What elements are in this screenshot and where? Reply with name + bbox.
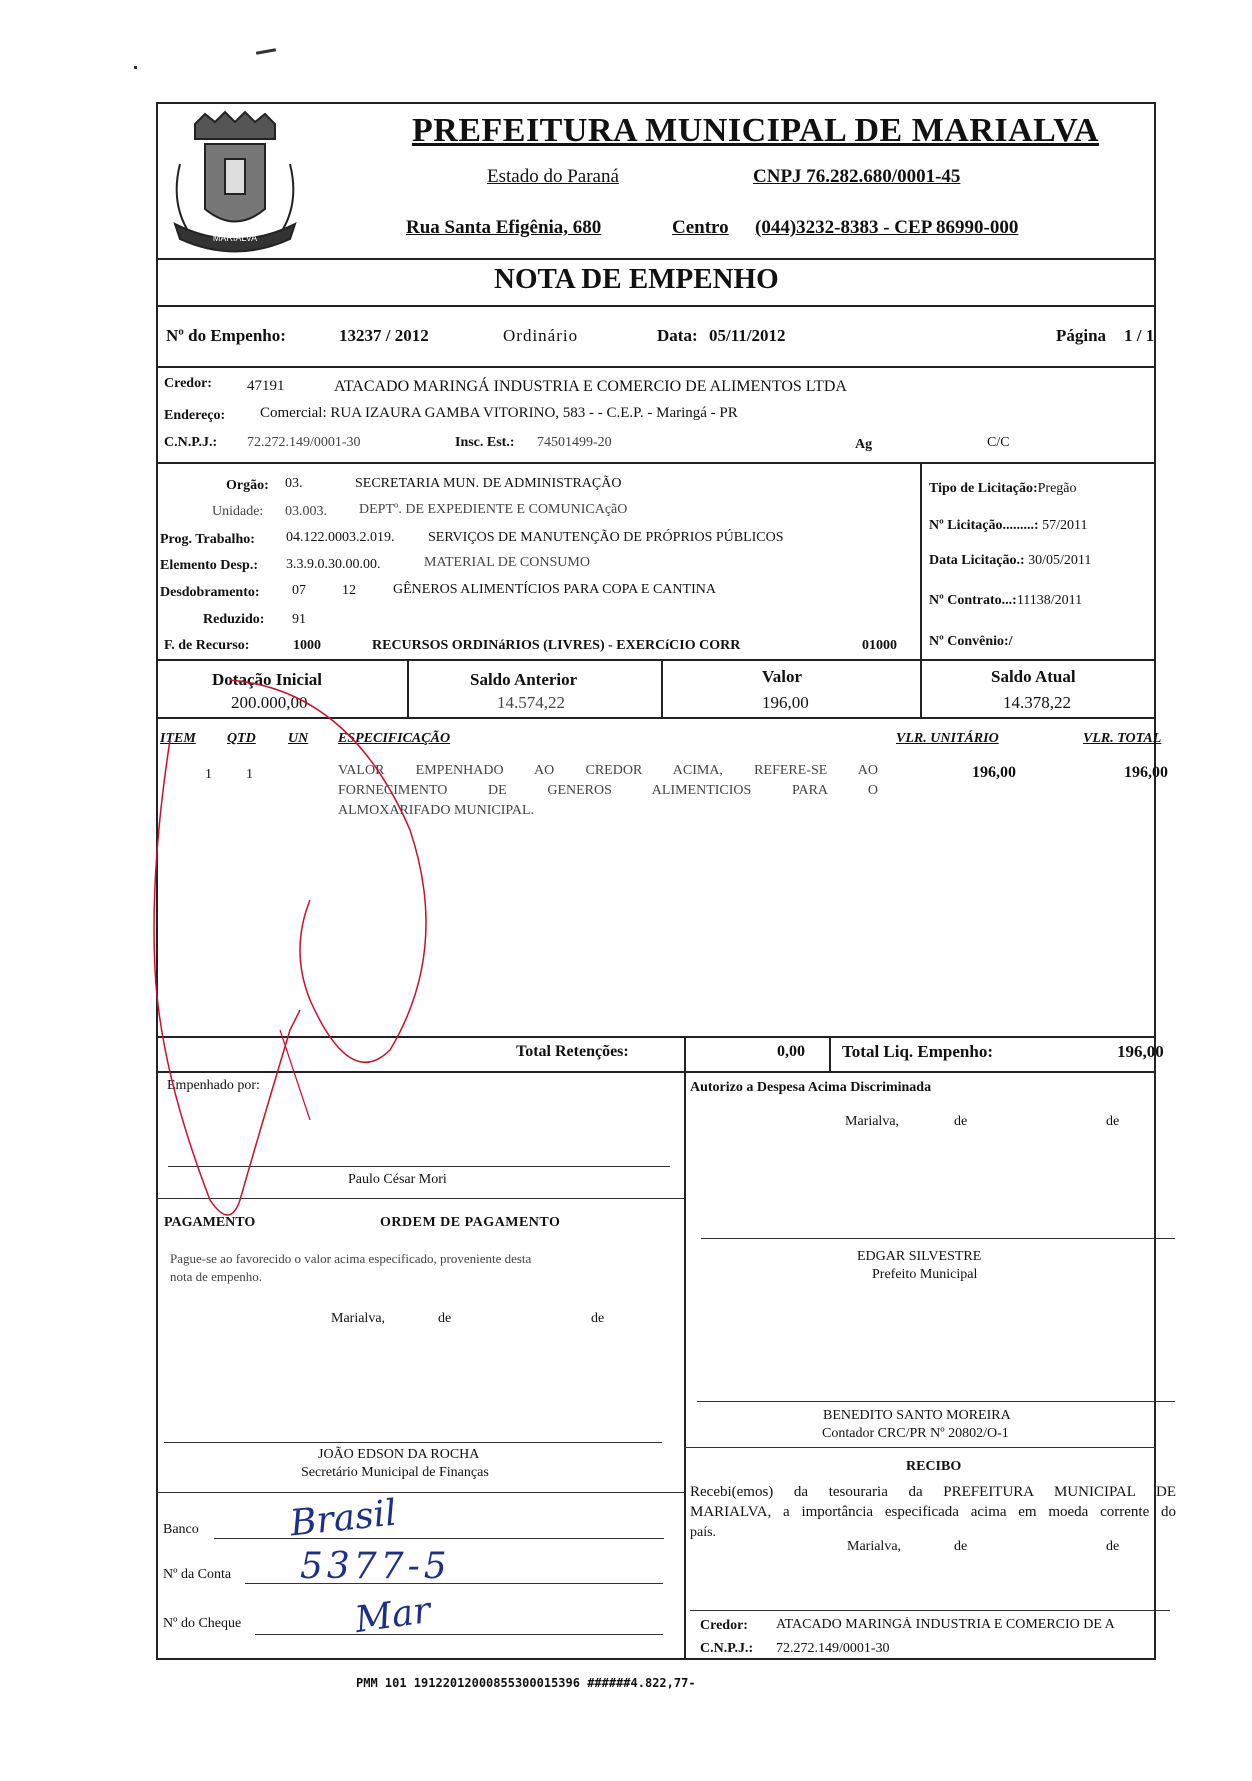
saldo-atual-value: 14.378,22	[1003, 693, 1071, 712]
col-un: UN	[288, 731, 309, 746]
col-unit: VLR. UNITÁRIO	[896, 731, 999, 746]
fonte-code2: 01000	[862, 638, 897, 653]
pagamento-label: PAGAMENTO	[164, 1215, 256, 1230]
ag-label: Ag	[855, 437, 873, 452]
item-spec-line3: ALMOXARIFADO MUNICIPAL.	[338, 803, 535, 818]
item-spec-line1: VALOR EMPENHADO AO CREDOR ACIMA, REFERE-SE AO	[338, 763, 878, 778]
reduzido-label: Reduzido:	[203, 612, 265, 627]
pague-line1: Pague-se ao favorecido o valor acima especificado, proveniente desta	[170, 1251, 532, 1266]
ie-label: Insc. Est.:	[455, 435, 515, 450]
fonte-label: F. de Recurso:	[164, 638, 250, 653]
recibo-cnpj-value: 72.272.149/0001-30	[776, 1641, 890, 1656]
handwritten-conta: 5377-5	[300, 1546, 451, 1587]
empenho-number-label: Nº do Empenho:	[166, 326, 286, 345]
pague-city: Marialva,	[331, 1311, 386, 1326]
recibo-line3: país.	[690, 1525, 717, 1540]
liq-value: 196,00	[1117, 1042, 1164, 1061]
autorizo-city: Marialva,	[845, 1114, 900, 1129]
item-spec-line2: FORNECIMENTO DE GENEROS ALIMENTICIOS PARA O	[338, 783, 878, 798]
col-item: ITEM	[160, 731, 196, 746]
municipality-cnpj: CNPJ 76.282.680/0001-45	[753, 166, 961, 187]
prog-label: Prog. Trabalho:	[160, 532, 255, 547]
empenhado-name: Paulo César Mori	[348, 1172, 447, 1187]
col-spec: ESPECIFICAÇÃO	[338, 731, 451, 746]
contrato-label: Nº Contrato...:	[929, 593, 1017, 608]
red-ink-annotation	[150, 670, 500, 1230]
orgao-label: Orgão:	[226, 478, 269, 493]
prefeito-name: EDGAR SILVESTRE	[857, 1249, 982, 1264]
desd-name: GÊNEROS ALIMENTÍCIOS PARA COPA E CANTINA	[393, 582, 716, 597]
tipo-licitacao-label	[929, 481, 1077, 497]
elem-code: 3.3.9.0.30.00.00.	[286, 557, 381, 572]
autorizo-de2: de	[1106, 1114, 1120, 1129]
empenho-number: 13237 / 2012	[339, 326, 429, 345]
contrato	[929, 593, 1082, 609]
valor-value: 196,00	[762, 693, 809, 712]
recibo-credor-name: ATACADO MARINGÁ INDUSTRIA E COMERCIO DE A	[776, 1617, 1115, 1632]
recibo-city: Marialva,	[847, 1539, 902, 1554]
item-qtd: 1	[246, 767, 253, 782]
prefeito-title: Prefeito Municipal	[872, 1267, 978, 1282]
unidade-code: 03.003.	[285, 504, 327, 519]
district: Centro	[672, 217, 729, 238]
address-label: Endereço:	[164, 408, 226, 423]
coat-of-arms	[160, 104, 310, 264]
scan-speck	[256, 48, 276, 54]
municipality-title: PREFEITURA MUNICIPAL DE MARIALVA	[412, 112, 1099, 149]
recibo-line2: MARIALVA, a importância especificada acima em moeda corrente do	[690, 1504, 1176, 1520]
recibo-line1: Recebi(emos) da tesouraria da PREFEITURA MUNICIPAL DE	[690, 1484, 1176, 1500]
data-licitacao-label: Data Licitação.:	[929, 553, 1025, 568]
item-total-value: 196,00	[1124, 764, 1168, 781]
document-title: NOTA DE EMPENHO	[494, 263, 779, 295]
item-number: 1	[205, 767, 212, 782]
pague-de2: de	[591, 1311, 605, 1326]
contador-name: BENEDITO SANTO MOREIRA	[823, 1408, 1011, 1423]
ordem-pagamento-label: ORDEM DE PAGAMENTO	[380, 1215, 561, 1230]
credor-cnpj: 72.272.149/0001-30	[247, 435, 361, 450]
valor-label: Valor	[762, 667, 802, 686]
data-licitacao	[929, 553, 1091, 569]
empenhado-label: Empenhado por:	[167, 1078, 260, 1093]
phone-cep: (044)3232-8383 - CEP 86990-000	[755, 217, 1019, 238]
scan-speck	[134, 66, 137, 69]
pague-de1: de	[438, 1311, 452, 1326]
retencoes-label: Total Retenções:	[516, 1043, 629, 1060]
autorizo-text: Autorizo a Despesa Acima Discriminada	[690, 1080, 932, 1095]
page-label: Página	[1056, 326, 1107, 345]
data-licitacao-value: 30/05/2011	[1028, 553, 1092, 568]
tipo-licitacao-label-text: Tipo de Licitação:	[929, 481, 1038, 496]
credor-label: Credor:	[164, 376, 212, 391]
reduzido-value: 91	[292, 612, 306, 627]
col-total: VLR. TOTAL	[1083, 731, 1162, 746]
elem-label: Elemento Desp.:	[160, 558, 258, 573]
contador-title: Contador CRC/PR Nº 20802/O-1	[822, 1426, 1009, 1441]
dotacao-value: 200.000,00	[231, 693, 308, 712]
saldo-anterior-label: Saldo Anterior	[470, 670, 578, 689]
prog-name: SERVIÇOS DE MANUTENÇÃO DE PRÓPRIOS PÚBLICOS	[428, 530, 784, 545]
handwritten-banco: Brasil	[288, 1492, 399, 1545]
contrato-value: 11138/2011	[1016, 593, 1083, 608]
liq-label: Total Liq. Empenho:	[842, 1042, 993, 1061]
elem-name: MATERIAL DE CONSUMO	[424, 555, 590, 570]
credor-address: Comercial: RUA IZAURA GAMBA VITORINO, 583 - - C.E.P. - Maringá - PR	[260, 405, 738, 421]
orgao-name: SECRETARIA MUN. DE ADMINISTRAÇÃO	[355, 476, 622, 491]
fonte-code: 1000	[293, 638, 321, 653]
retencoes-value: 0,00	[777, 1043, 805, 1060]
cc-label: C/C	[987, 435, 1010, 450]
unidade-name: DEPTº. DE EXPEDIENTE E COMUNICAçãO	[359, 502, 628, 517]
banco-label: Banco	[163, 1522, 199, 1537]
secretario-title: Secretário Municipal de Finanças	[301, 1465, 489, 1480]
desd-code2: 12	[342, 583, 356, 598]
recibo-cnpj-label: C.N.P.J.:	[700, 1641, 754, 1656]
credor-name: ATACADO MARINGÁ INDUSTRIA E COMERCIO DE ALIMENTOS LTDA	[334, 378, 847, 395]
col-qtd: QTD	[227, 731, 256, 746]
credor-code: 47191	[247, 378, 285, 394]
empenho-type: Ordinário	[503, 326, 579, 345]
page-number: 1 / 1	[1124, 326, 1155, 345]
recibo-de2: de	[1106, 1539, 1120, 1554]
prog-code: 04.122.0003.2.019.	[286, 530, 395, 545]
orgao-code: 03.	[285, 476, 303, 491]
recibo-label: RECIBO	[906, 1459, 962, 1474]
credor-ie: 74501499-20	[537, 435, 612, 450]
secretario-name: JOÃO EDSON DA ROCHA	[318, 1447, 480, 1462]
state-name: Estado do Paraná	[487, 166, 619, 187]
dotacao-label: Dotação Inicial	[212, 670, 323, 689]
empenho-date: 05/11/2012	[709, 326, 786, 345]
unidade-label: Unidade:	[212, 504, 264, 519]
recibo-credor-label: Credor:	[700, 1618, 748, 1633]
item-unit-value: 196,00	[972, 764, 1016, 781]
coat-of-arms-text: MARIALVA	[212, 233, 258, 243]
street-address: Rua Santa Efigênia, 680	[406, 217, 602, 238]
saldo-anterior-value: 14.574,22	[497, 693, 565, 712]
num-licitacao-value: 57/2011	[1042, 518, 1088, 533]
num-licitacao	[929, 518, 1087, 534]
tipo-licitacao-value: Pregão	[1037, 481, 1077, 496]
convenio-label: Nº Convênio:/	[929, 634, 1013, 649]
conta-label: Nº da Conta	[163, 1567, 232, 1582]
fonte-name: RECURSOS ORDINáRIOS (LIVRES) - EXERCíCIO CORR	[372, 638, 741, 653]
empenho-date-label: Data:	[657, 326, 698, 345]
autorizo-de1: de	[954, 1114, 968, 1129]
desd-label: Desdobramento:	[160, 585, 260, 600]
handwritten-cheque: Mar	[352, 1589, 434, 1642]
num-licitacao-label: Nº Licitação.........:	[929, 518, 1039, 533]
cheque-label: Nº do Cheque	[163, 1616, 242, 1631]
recibo-de1: de	[954, 1539, 968, 1554]
pague-line2: nota de empenho.	[170, 1269, 263, 1284]
footer-code: PMM 101 19122012000855300015396 ######4.822,77-	[356, 1676, 696, 1690]
saldo-atual-label: Saldo Atual	[991, 667, 1076, 686]
desd-code1: 07	[292, 583, 306, 598]
cnpj-label: C.N.P.J.:	[164, 435, 218, 450]
